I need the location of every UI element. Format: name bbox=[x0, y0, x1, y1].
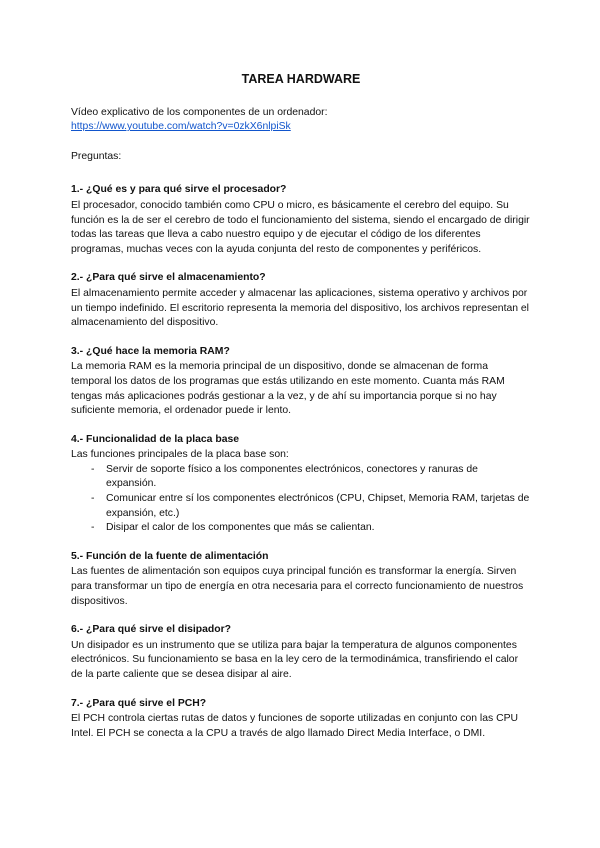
section-heading: 2.- ¿Para qué sirve el almacenamiento? bbox=[71, 272, 266, 284]
section-heading: 7.- ¿Para qué sirve el PCH? bbox=[71, 697, 207, 709]
section-heading: 3.- ¿Qué hace la memoria RAM? bbox=[71, 345, 230, 357]
list-item: - Comunicar entre sí los componentes electrónicos (CPU, Chipset, Memoria RAM, tarjetas de expansión, etc.) bbox=[106, 492, 531, 521]
document-page bbox=[71, 72, 531, 755]
document-title: TAREA HARDWARE bbox=[241, 72, 361, 86]
intro-block bbox=[71, 106, 531, 135]
section-body: El almacenamiento permite acceder y almacenar las aplicaciones, sistema operativo y archivos por un tiempo indefinido. El escritorio representa la memoria del dispositivo, los archivos representan el almacenamiento del dispositivo. bbox=[71, 287, 529, 329]
section-body: El PCH controla ciertas rutas de datos y funciones de soporte utilizadas en conjunto con las CPU Intel. El PCH se conecta a la CPU a través de algo llamado Direct Media Interface, o DMI. bbox=[71, 713, 519, 739]
questions-label: Preguntas: bbox=[71, 150, 122, 162]
section-ram bbox=[71, 345, 531, 419]
section-heading: 1.- ¿Qué es y para qué sirve el procesador? bbox=[71, 184, 287, 196]
section-heatsink bbox=[71, 623, 531, 682]
section-body: Un disipador es un instrumento que se utiliza para bajar la temperatura de algunos componentes electrónicos. Su funcionamiento se basa en la ley cero de la termodinámica, transfiriendo el calor de la parte caliente que se desea disipar al aire. bbox=[71, 639, 519, 680]
section-heading: 4.- Funcionalidad de la placa base bbox=[71, 433, 240, 445]
section-processor bbox=[71, 183, 531, 257]
section-body: Las funciones principales de la placa base son: bbox=[71, 449, 289, 461]
section-body: La memoria RAM es la memoria principal de un dispositivo, donde se almacenan de forma temporal los datos de los programas que estás utilizando en este momento. Cuanta más RAM tengas más aplicaciones podrás gestionar a la vez, y de ahí su importancia porque si no hay suficiente memoria, el ordenador puede ir lento. bbox=[71, 361, 505, 417]
list-item: - Disipar el calor de los componentes que más se calientan. bbox=[106, 521, 531, 536]
section-body: Las fuentes de alimentación son equipos cuya principal función es transformar la energía. Sirven para transformar un tipo de energía en otra necesaria para el correcto funcionamiento de nuestros dispositivos. bbox=[71, 566, 524, 607]
section-motherboard bbox=[71, 433, 531, 536]
section-power-supply bbox=[71, 550, 531, 609]
section-pch bbox=[71, 697, 531, 742]
motherboard-functions-list bbox=[71, 463, 531, 536]
section-heading: 6.- ¿Para qué sirve el disipador? bbox=[71, 624, 231, 636]
section-storage bbox=[71, 271, 531, 330]
intro-text: Vídeo explicativo de los componentes de un ordenador: bbox=[71, 106, 328, 118]
section-body: El procesador, conocido también como CPU o micro, es básicamente el cerebro del equipo. Su función es la de ser el cerebro de todo el funcionamiento del sistema, siendo el encargado de dirigir todas las tareas que lleva a cabo nuestro equipo y de ejecutar el código de los diferentes programas, muchas veces con la ayuda conjunta del resto de componentes y periféricos. bbox=[71, 199, 530, 255]
section-heading: 5.- Función de la fuente de alimentación bbox=[71, 550, 269, 562]
video-link[interactable]: https://www.youtube.com/watch?v=0zkX6nlpiSk bbox=[71, 121, 291, 133]
list-item: - Servir de soporte físico a los componentes electrónicos, conectores y ranuras de expansión. bbox=[106, 463, 531, 492]
